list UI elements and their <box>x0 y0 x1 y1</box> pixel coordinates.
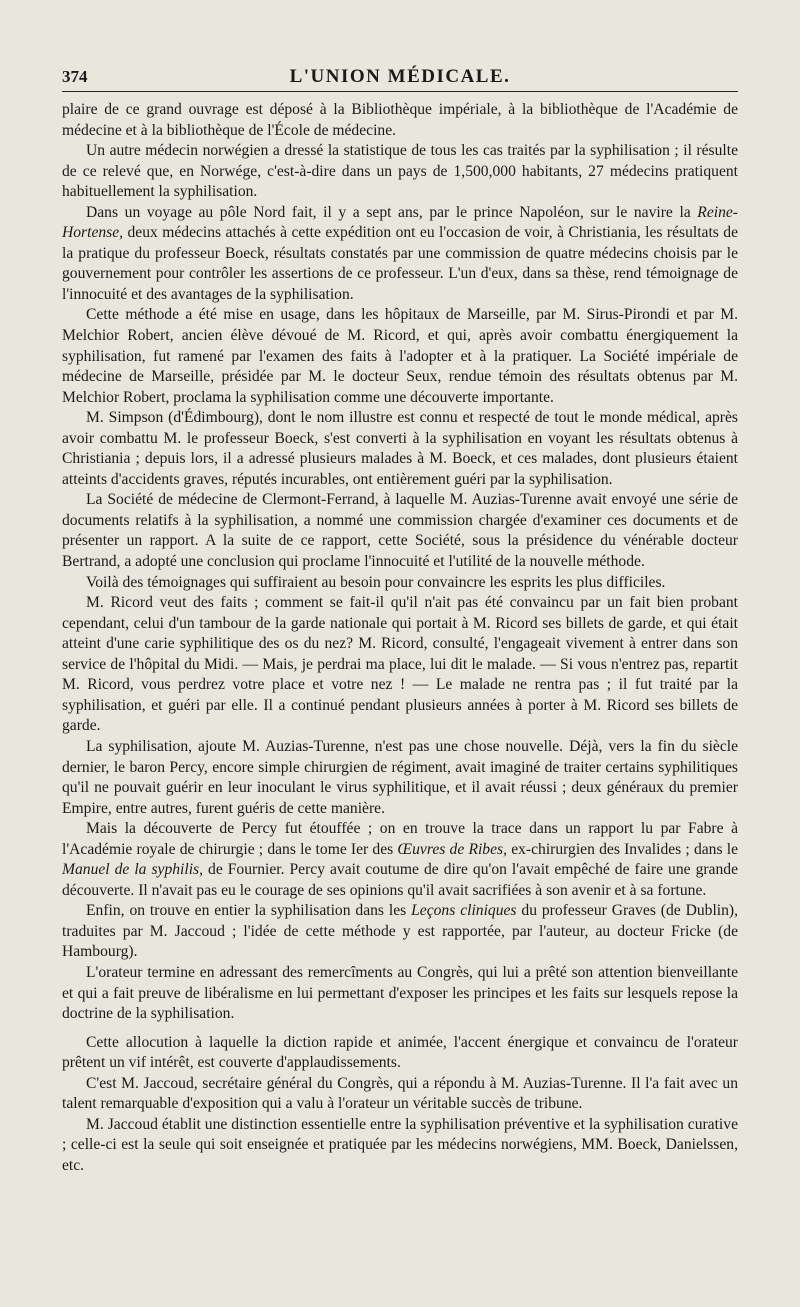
paragraph: Dans un voyage au pôle Nord fait, il y a sept ans, par le prince Napoléon, sur le navire la Reine-Hortense, deux médecins attachés à cette expédition ont eu l'occasion de voir, à Christiania, les résultats de la pratique du professeur Boeck, résultats constatés par une commission de quatre médecins choisis par le gouvernement pour contrôler les assertions de ce professeur. L'un d'eux, dans sa thèse, rend témoignage de l'innocuité et des avantages de la syphilisation. <box>62 203 738 303</box>
book-title: Œuvres de Ribes, <box>397 840 507 858</box>
page-number: 374 <box>62 67 88 86</box>
book-title: Manuel de la syphilis, <box>62 861 204 879</box>
book-title: Leçons cliniques <box>411 902 517 920</box>
paragraph: M. Simpson (d'Édimbourg), dont le nom illustre est connu et respecté de tout le monde médical, après avoir combattu M. le professeur Boeck, s'est converti à la syphilisation en voyant les résultats obtenus à Christiania ; depuis lors, il a adressé plusieurs malades à M. Boeck, et ces malades, dont plusieurs étaient atteints d'accidents graves, réputés incurables, ont entièrement guéri par la syphilisation. <box>62 409 738 488</box>
paragraph: C'est M. Jaccoud, secrétaire général du Congrès, qui a répondu à M. Auzias-Turenne. Il l'a fait avec un talent remarquable d'exposition qui a valu à l'orateur un véritable succès de tribune. <box>62 1074 738 1113</box>
paragraph: Un autre médecin norwégien a dressé la statistique de tous les cas traités par la syphilisation ; il résulte de ce relevé que, en Norwége, c'est-à-dire dans un pays de 1,500,000 habitants, 27 médecins pratiquent habituellement la syphilisation. <box>62 142 738 201</box>
paragraph: L'orateur termine en adressant des remercîments au Congrès, qui lui a prêté son attention bienveillante et qui a fait preuve de libéralisme en lui permettant d'exposer les principes et les faits sur lesquels repose la doctrine de la syphilisation. <box>62 963 738 1023</box>
paragraph: La syphilisation, ajoute M. Auzias-Turenne, n'est pas une chose nouvelle. Déjà, vers la fin du siècle dernier, le baron Percy, encore simple chirurgien de régiment, avait imaginé de traiter certains syphilitiques qu'il ne pouvait guérir en leur inoculant le virus syphilitique, et il avait réussi ; deux généraux du premier Empire, entre autres, furent guéris de cette manière. <box>62 737 738 817</box>
ship-name: Reine-Hortense, <box>62 203 738 242</box>
paragraph: Enfin, on trouve en entier la syphilisation dans les Leçons cliniques du professeur Graves (de Dublin), traduites par M. Jaccoud ; l'idée de cette méthode y est rapportée, par l'auteur, au docteur Fricke (de Hambourg). <box>62 902 739 961</box>
article-body <box>62 100 738 1176</box>
paragraph: Cette méthode a été mise en usage, dans les hôpitaux de Marseille, par M. Sirus-Pirondi et par M. Melchior Robert, ancien élève dévoué de M. Ricord, et qui, après avoir combattu énergiquement la syphilisation, fut ramené par l'examen des faits à l'adopter et à la pratiquer. La Société impériale de médecine de Marseille, présidée par M. le docteur Seux, rendue témoin des résultats obtenus par M. Melchior Robert, proclama la syphilisation comme une découverte importante. <box>62 306 738 406</box>
paragraph: plaire de ce grand ouvrage est déposé à la Bibliothèque impériale, à la bibliothèque de l'Académie de médecine et à la bibliothèque de l'École de médecine. <box>62 101 738 139</box>
paragraph: M. Ricord veut des faits ; comment se fait-il qu'il n'ait pas été convaincu par un fait bien probant cependant, celui d'un tambour de la garde nationale qui portait à M. Ricord ses billets de garde, et qui était atteint d'une carie syphilitique des os du nez? M. Ricord, consulté, l'engageait vivement à entrer dans son service de l'hôpital du Midi. — Mais, je perdrai ma place, lui dit le malade. — Si vous n'entrez pas, repartit M. Ricord, vous perdrez votre place et votre nez ! — Le malade ne rentra pas ; il fut traité par la syphilisation, et guéri par elle. Il a continué pendant plusieurs années à porter à M. Ricord ses billets de garde. <box>62 594 738 735</box>
paragraph: Mais la découverte de Percy fut étouffée ; on en trouve la trace dans un rapport lu par Fabre à l'Académie royale de chirurgie ; dans le tome Ier des Œuvres de Ribes, ex-chirurgien des Invalides ; dans le Manuel de la syphilis, de Fournier. Percy avait coutume de dire qu'on l'avait empêché de faire une grande découverte. Il n'avait pas eu le courage de ses opinions qu'il avait sacrifiées à son avenir et à sa fortune. <box>62 820 738 899</box>
paragraph: Cette allocution à laquelle la diction rapide et animée, l'accent énergique et convaincu de l'orateur prêtent un vif intérêt, est couverte d'applaudissements. <box>62 1033 738 1072</box>
paragraph: La Société de médecine de Clermont-Ferrand, à laquelle M. Auzias-Turenne avait envoyé une série de documents relatifs à la syphilisation, a nommé une commission chargée d'examiner ces documents et de présenter un rapport. A la suite de ce rapport, cette Société, sous la présidence du vénérable docteur Bertrand, a adopté une conclusion qui proclame l'innocuité et l'utilité de la nouvelle méthode. <box>62 491 738 571</box>
running-title: L'UNION MÉDICALE. <box>289 66 511 87</box>
page-header <box>62 66 738 90</box>
paragraph: Voilà des témoignages qui suffiraient au besoin pour convaincre les esprits les plus difficiles. <box>86 573 666 591</box>
header-rule <box>62 91 738 92</box>
paragraph: M. Jaccoud établit une distinction essentielle entre la syphilisation préventive et la syphilisation curative ; celle-ci est la seule qui soit enseignée et pratiquée par les médecins norwégiens, MM. Boeck, Danielssen, etc. <box>62 1115 738 1174</box>
